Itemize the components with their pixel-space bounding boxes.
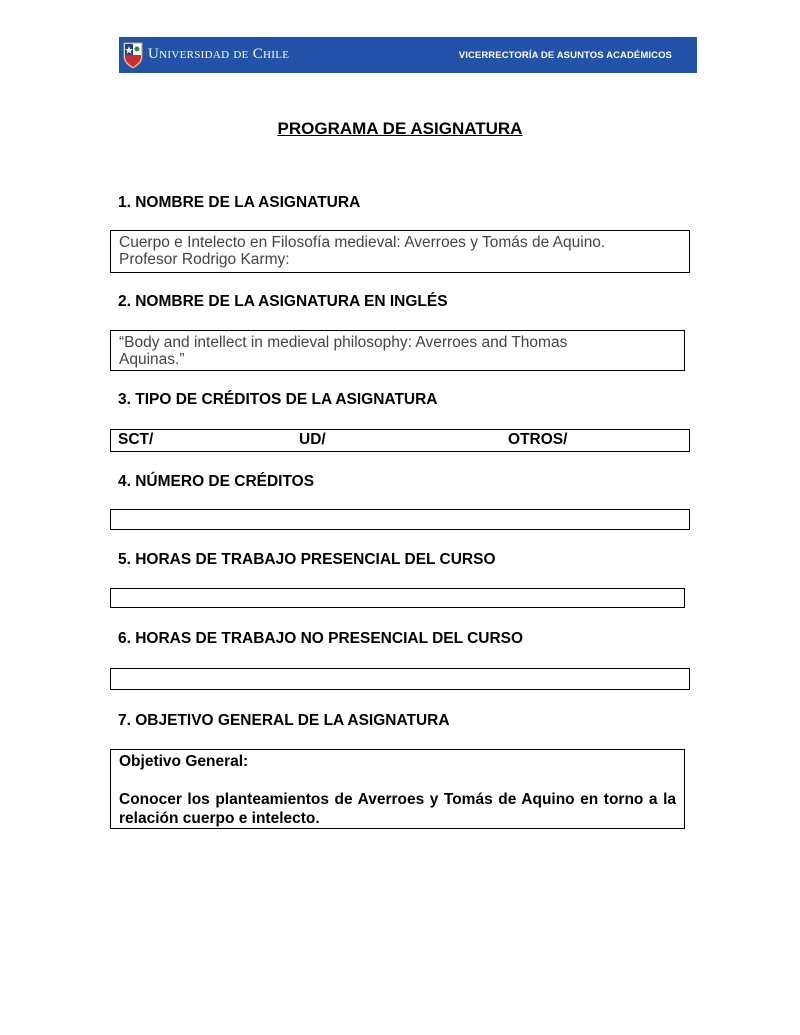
credit-type-otros: OTROS/ (508, 431, 568, 448)
section-6-heading: 6. HORAS DE TRABAJO NO PRESENCIAL DEL CURSO (118, 630, 524, 647)
english-name-line-1: “Body and intellect in medieval philosophy: Averroes and Thomas (119, 334, 568, 351)
vicerrectoria-label: VICERRECTORÍA DE ASUNTOS ACADÉMICOS (458, 50, 672, 61)
section-3-box (110, 429, 690, 452)
university-seal-icon (122, 41, 144, 69)
presential-hours-field (110, 588, 685, 608)
course-name-line-2: Profesor Rodrigo Karmy: (119, 251, 290, 268)
non-presential-hours-field (110, 668, 690, 690)
section-1-box (110, 230, 690, 273)
section-2-heading: 2. NOMBRE DE LA ASIGNATURA EN INGLÉS (118, 293, 448, 310)
objective-text: Conocer los planteamientos de Averroes y Tomás de Aquino en torno a la relación cuerpo e intelecto. (119, 791, 676, 827)
header-banner (119, 37, 697, 73)
section-7-heading: 7. OBJETIVO GENERAL DE LA ASIGNATURA (118, 712, 450, 729)
section-7-box (110, 749, 685, 829)
university-name: Universidad de Chile (148, 46, 290, 62)
page-title: PROGRAMA DE ASIGNATURA (277, 119, 523, 138)
section-5-heading: 5. HORAS DE TRABAJO PRESENCIAL DEL CURSO (118, 551, 496, 568)
section-3-heading: 3. TIPO DE CRÉDITOS DE LA ASIGNATURA (118, 391, 438, 408)
english-name-line-2: Aquinas.” (119, 351, 185, 368)
credit-type-ud: UD/ (299, 431, 326, 448)
course-name-line-1: Cuerpo e Intelecto en Filosofía medieval: Averroes y Tomás de Aquino. (119, 234, 606, 251)
credit-type-sct: SCT/ (118, 431, 154, 448)
section-1-heading: 1. NOMBRE DE LA ASIGNATURA (118, 194, 361, 211)
objective-label: Objetivo General: (119, 753, 249, 770)
credits-number-field (110, 509, 690, 530)
section-4-heading: 4. NÚMERO DE CRÉDITOS (118, 473, 315, 490)
section-2-box (110, 330, 685, 371)
